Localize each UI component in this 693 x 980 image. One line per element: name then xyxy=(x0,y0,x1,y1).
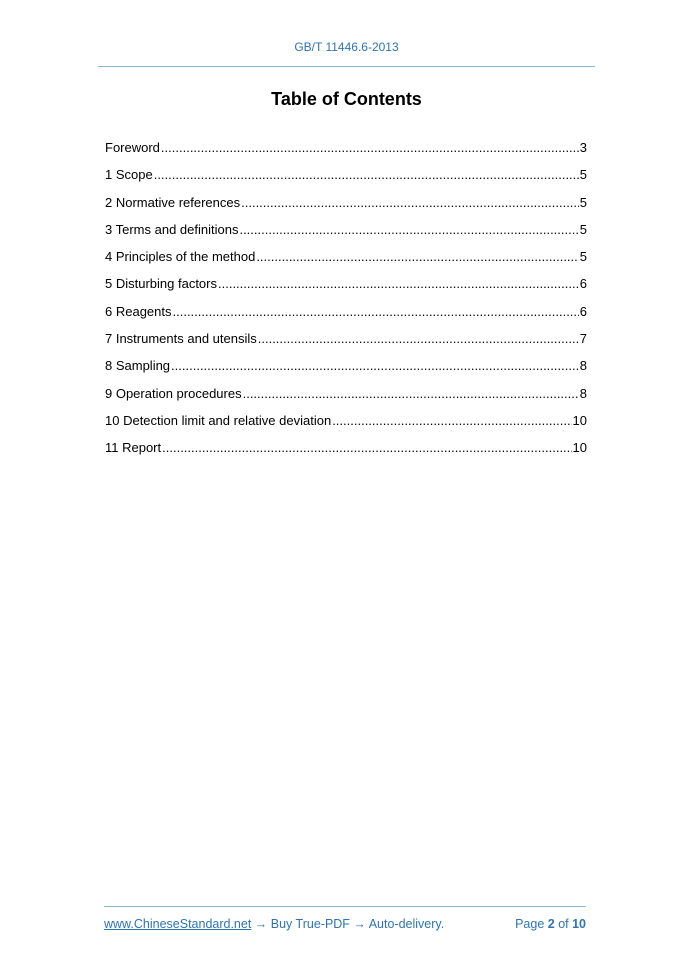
toc-dot-leader xyxy=(256,249,578,264)
page-of: of xyxy=(554,917,573,931)
toc-entry-page: 7 xyxy=(579,331,587,347)
toc-entry-label: 11 Report xyxy=(105,440,162,456)
toc-entry-label: 10 Detection limit and relative deviation xyxy=(105,412,332,428)
toc-dot-leader xyxy=(241,195,579,210)
page-current: 2 xyxy=(547,917,555,931)
toc-entry-label: Foreword xyxy=(105,140,160,155)
footer-divider xyxy=(104,906,586,907)
toc-entry-page: 6 xyxy=(579,303,587,319)
toc-entry-operation-procedures[interactable] xyxy=(105,386,587,413)
toc-dot-leader xyxy=(154,167,579,182)
toc-entry-terms-definitions[interactable] xyxy=(105,222,587,249)
toc-entry-label: 9 Operation procedures xyxy=(105,385,242,401)
toc-entry-disturbing-factors[interactable] xyxy=(105,276,587,303)
toc-entry-label: 6 Reagents xyxy=(105,303,172,319)
toc-dot-leader xyxy=(243,386,579,401)
toc-entry-page: 10 xyxy=(572,440,587,456)
page-number xyxy=(515,917,586,931)
toc-entry-principles[interactable] xyxy=(105,249,587,276)
page-footer xyxy=(104,917,586,931)
toc-entry-reagents[interactable] xyxy=(105,304,587,331)
toc-dot-leader xyxy=(239,222,578,237)
document-id: GB/T 11446.6-2013 xyxy=(294,40,399,54)
footer-tagline: → Buy True-PDF → Auto-delivery. xyxy=(251,917,445,931)
site-link[interactable]: www.ChineseStandard.net xyxy=(104,917,252,931)
header-divider xyxy=(98,66,595,67)
toc-entry-label: 3 Terms and definitions xyxy=(105,221,239,237)
toc-entry-instruments[interactable] xyxy=(105,331,587,358)
toc-entry-label: 7 Instruments and utensils xyxy=(105,331,257,347)
toc-entry-page: 6 xyxy=(579,276,587,292)
toc-entry-foreword[interactable] xyxy=(105,140,587,167)
toc-entry-label: 8 Sampling xyxy=(105,358,171,374)
toc-list xyxy=(105,140,587,468)
toc-entry-page: 8 xyxy=(579,385,587,401)
footer-promo xyxy=(104,917,444,931)
toc-entry-sampling[interactable] xyxy=(105,358,587,385)
toc-entry-page: 10 xyxy=(572,412,587,428)
toc-dot-leader xyxy=(218,276,579,291)
toc-entry-label: 2 Normative references xyxy=(105,194,241,210)
toc-entry-report[interactable] xyxy=(105,440,587,467)
toc-entry-page: 8 xyxy=(579,358,587,374)
toc-dot-leader xyxy=(161,140,579,155)
toc-dot-leader xyxy=(332,413,571,428)
toc-entry-page: 5 xyxy=(579,249,587,265)
toc-entry-page: 3 xyxy=(579,140,587,155)
toc-entry-label: 1 Scope xyxy=(105,167,153,183)
toc-entry-detection-limit[interactable] xyxy=(105,413,587,440)
toc-entry-label: 5 Disturbing factors xyxy=(105,276,217,292)
toc-title: Table of Contents xyxy=(271,89,422,109)
toc-entry-scope[interactable] xyxy=(105,167,587,194)
page-prefix: Page xyxy=(515,917,548,931)
page-total: 10 xyxy=(572,917,586,931)
toc-dot-leader xyxy=(171,358,579,373)
toc-dot-leader xyxy=(173,304,579,319)
toc-dot-leader xyxy=(162,440,571,455)
toc-dot-leader xyxy=(258,331,579,346)
toc-entry-page: 5 xyxy=(579,194,587,210)
toc-entry-normative-references[interactable] xyxy=(105,195,587,222)
toc-entry-page: 5 xyxy=(579,221,587,237)
toc-entry-page: 5 xyxy=(579,167,587,183)
toc-entry-label: 4 Principles of the method xyxy=(105,249,256,265)
